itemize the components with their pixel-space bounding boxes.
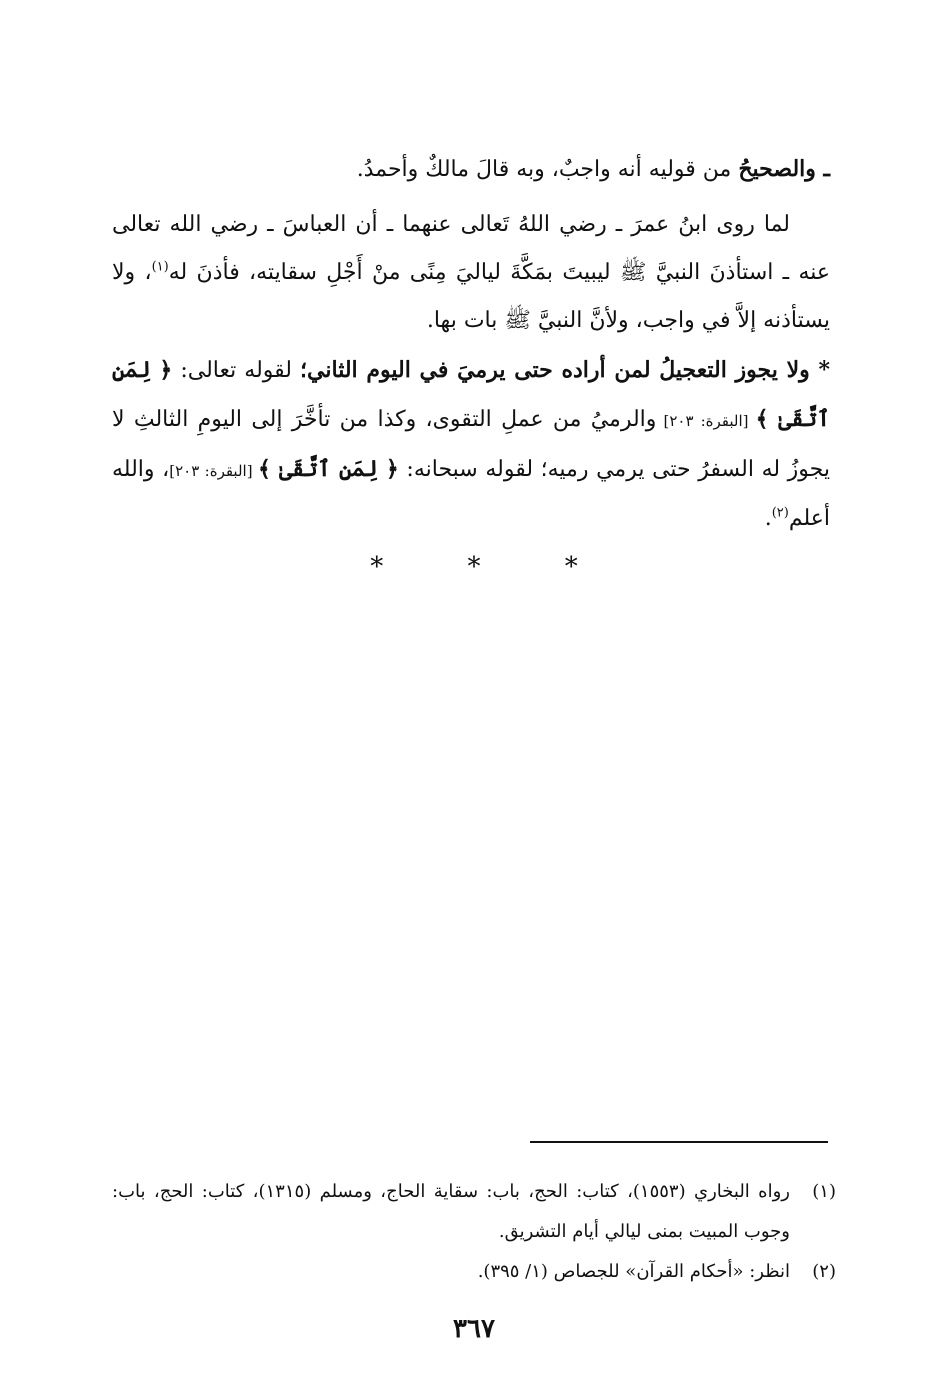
paragraph-ruling: [112, 346, 830, 543]
footnote-ref-1[interactable]: (١): [151, 259, 169, 275]
paragraph-text: والرميُ من عملِ التقوى، وكذا من تأخَّرَ إلى اليومِ الثالثِ لا يجوزُ له السفرُ حتى يرمي رميه؛ لقوله سبحانه:: [112, 407, 830, 482]
paragraph-opinion: [112, 145, 830, 194]
paragraph-text-end: ، ولا يستأذنه إلاَّ في واجب، ولأنَّ النبيَّ ﷺ بات بها.: [112, 260, 830, 333]
ruling-heading: * ولا يجوز التعجيلُ لمن أراده حتى يرميَ في اليوم الثاني؛: [300, 357, 830, 383]
quran-reference: [البقرة: ٢٠٣]: [169, 462, 258, 480]
footnote-text: انظر: «أحكام القرآن» للجصاص (١/ ٣٩٥).: [477, 1261, 790, 1282]
footnote-number: (١): [812, 1181, 836, 1202]
footnote-text: رواه البخاري (١٥٥٣)، كتاب: الحج، باب: سقاية الحاج، ومسلم (١٣١٥)، كتاب: الحج، باب: وجوب المبيت بمنى ليالي أيام التشريق.: [112, 1181, 790, 1242]
footnote-ref-2[interactable]: (٢): [771, 505, 789, 521]
footnotes: [112, 1172, 836, 1292]
footnote-item: [112, 1252, 836, 1292]
page-number: ٣٦٧: [453, 1314, 495, 1344]
footnote-divider: [530, 1141, 828, 1143]
quran-quote: ﴿ لِمَنِ ٱتَّقَىٰ ﴾: [112, 357, 830, 432]
paragraph-text: لما روى ابنُ عمرَ ـ رضي اللهُ تَعالى عنهما ـ أن العباسَ ـ رضي الله تعالى عنه ـ استأذنَ النبيَّ ﷺ ليبيتَ بمَكَّةَ لياليَ مِنًى منْ أَجْلِ سقايته، فأذنَ له: [112, 212, 830, 285]
footnote-number: (٢): [812, 1261, 836, 1282]
paragraph-lead: ـ والصحيحُ: [738, 156, 830, 182]
paragraph-evidence: [112, 201, 830, 345]
quran-reference: [البقرة: ٢٠٣]: [656, 412, 756, 430]
section-separator: * * *: [370, 552, 616, 582]
footnote-item: [112, 1172, 836, 1252]
paragraph-text-end: .: [764, 506, 772, 531]
quran-quote: ﴿ لِمَنِ ٱتَّقَىٰ ﴾: [257, 456, 399, 482]
paragraph-text: لقوله تعالى:: [172, 358, 301, 383]
paragraph-text: ، والله أعلم: [112, 457, 830, 531]
paragraph-text: من قوليه أنه واجبٌ، وبه قالَ مالكٌ وأحمدُ.: [356, 157, 739, 182]
